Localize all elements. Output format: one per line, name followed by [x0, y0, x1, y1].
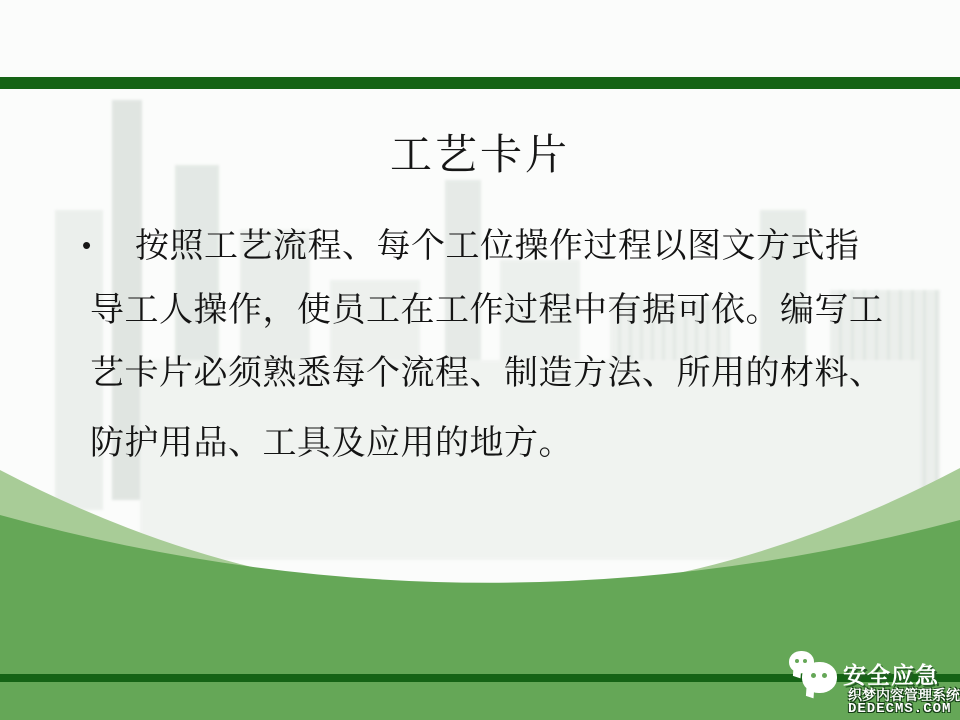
watermark-cms-domain: DEDECMS.COM: [848, 701, 952, 717]
body-text-line: 艺卡片必须熟悉每个流程、制造方法、所用的材料、: [90, 354, 884, 392]
slide-title: 工艺卡片: [389, 131, 570, 178]
wechat-icon: [786, 650, 842, 704]
bubble-eye: [795, 659, 799, 663]
bubble-eye: [803, 659, 807, 663]
body-text-line: 按照工艺流程、每个工位操作过程以图文方式指: [135, 227, 860, 265]
title-separator-rule: [0, 77, 960, 89]
bullet-marker: •: [82, 230, 92, 260]
bubble-eye: [822, 673, 827, 678]
bubble-eye: [811, 673, 816, 678]
watermark-cms-name: 织梦内容管理系统: [848, 687, 960, 703]
body-text-line: 防护用品、工具及应用的地方。: [90, 424, 573, 462]
body-text-line: 导工人操作，使员工在工作过程中有据可依。编写工: [90, 291, 884, 329]
watermark-brand: 安全应急: [843, 662, 939, 688]
wechat-bubble-small: [789, 651, 814, 673]
